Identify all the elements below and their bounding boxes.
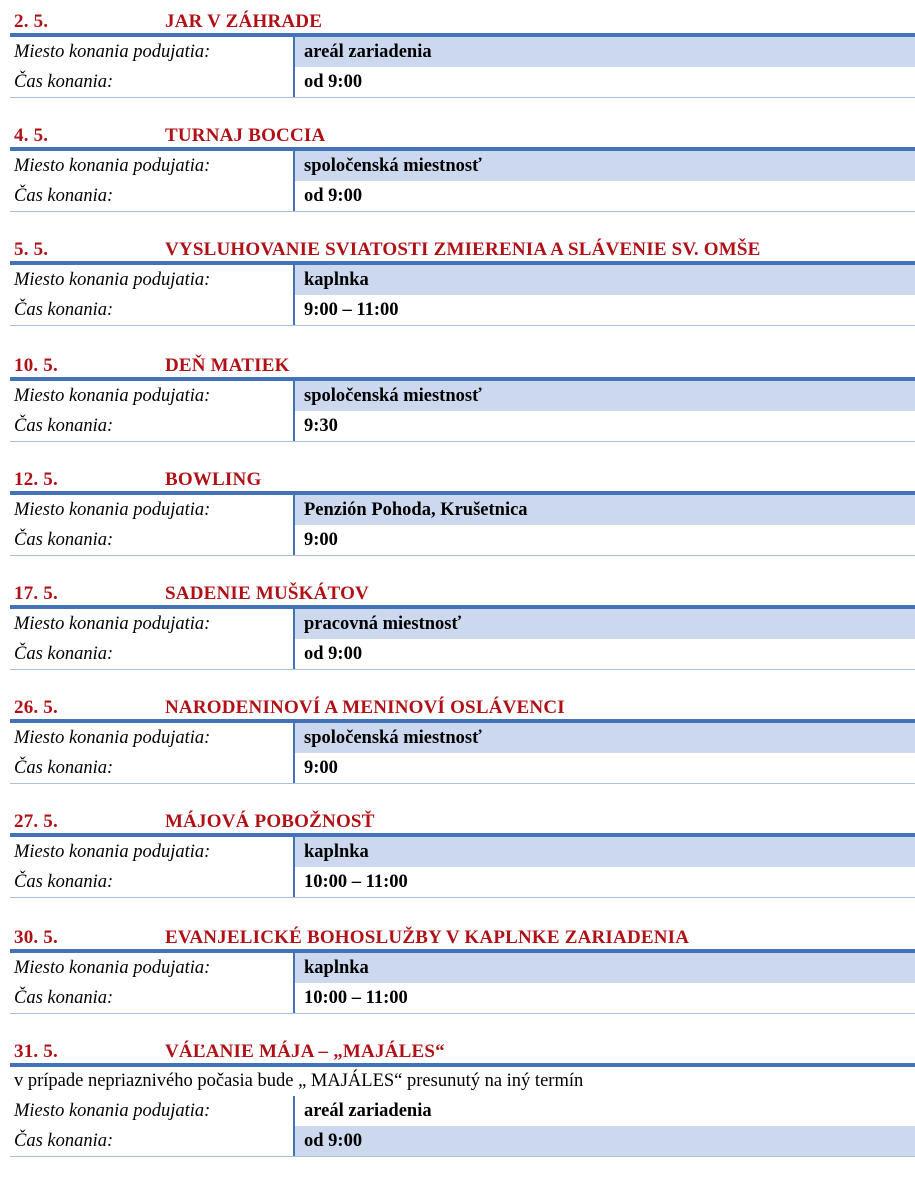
event-date: 30. 5.: [14, 927, 58, 948]
event-time-label: Čas konania:: [10, 67, 293, 97]
block-spacer: [0, 1014, 915, 1030]
event-time-value: od 9:00: [293, 181, 915, 211]
event-detail-table: [10, 33, 915, 98]
event-time-label: Čas konania:: [10, 411, 293, 441]
event-block: [0, 916, 915, 1014]
event-place-value: areál zariadenia: [293, 1096, 915, 1126]
event-time-row: [10, 753, 915, 783]
block-spacer: [0, 212, 915, 228]
block-spacer: [0, 442, 915, 458]
event-place-value: spoločenská miestnosť: [293, 381, 915, 411]
event-note: v prípade nepriaznivého počasia bude „ MAJÁLES“ presunutý na iný termín: [10, 1067, 915, 1096]
event-title: VYSLUHOVANIE SVIATOSTI ZMIERENIA A SLÁVENIE SV. OMŠE: [165, 239, 761, 260]
event-time-row: [10, 983, 915, 1013]
event-block: [0, 0, 915, 98]
event-place-value: areál zariadenia: [293, 37, 915, 67]
event-title: MÁJOVÁ POBOŽNOSŤ: [165, 811, 375, 832]
event-place-value: spoločenská miestnosť: [293, 151, 915, 181]
event-detail-table: [10, 377, 915, 442]
event-time-value: 10:00 – 11:00: [293, 867, 915, 897]
event-date: 12. 5.: [14, 469, 58, 490]
event-time-row: [10, 181, 915, 211]
event-title: TURNAJ BOCCIA: [165, 125, 326, 146]
event-place-row: [10, 265, 915, 295]
event-date: 26. 5.: [14, 697, 58, 718]
event-block: [0, 686, 915, 784]
event-place-row: [10, 723, 915, 753]
event-title: SADENIE MUŠKÁTOV: [165, 583, 369, 604]
event-heading: [0, 1030, 915, 1063]
event-place-value: kaplnka: [293, 953, 915, 983]
event-place-row: [10, 151, 915, 181]
event-detail-table: [10, 147, 915, 212]
event-time-row: [10, 295, 915, 325]
event-title: BOWLING: [165, 469, 262, 490]
event-time-row: [10, 525, 915, 555]
event-place-label: Miesto konania podujatia:: [10, 381, 293, 411]
block-spacer: [0, 98, 915, 114]
event-date: 10. 5.: [14, 355, 58, 376]
event-block: [0, 800, 915, 898]
event-place-value: pracovná miestnosť: [293, 609, 915, 639]
event-time-row: [10, 639, 915, 669]
event-place-label: Miesto konania podujatia:: [10, 837, 293, 867]
event-place-value: kaplnka: [293, 837, 915, 867]
event-place-row: [10, 1096, 915, 1126]
event-date: 17. 5.: [14, 583, 58, 604]
block-spacer: [0, 326, 915, 344]
event-place-row: [10, 495, 915, 525]
event-place-row: [10, 37, 915, 67]
block-spacer: [0, 784, 915, 800]
event-place-value: spoločenská miestnosť: [293, 723, 915, 753]
event-place-row: [10, 953, 915, 983]
event-heading: [0, 800, 915, 833]
block-spacer: [0, 898, 915, 916]
event-heading: [0, 916, 915, 949]
event-place-label: Miesto konania podujatia:: [10, 151, 293, 181]
event-place-label: Miesto konania podujatia:: [10, 1096, 293, 1126]
event-place-label: Miesto konania podujatia:: [10, 37, 293, 67]
event-block: [0, 1030, 915, 1157]
event-heading: [0, 344, 915, 377]
event-date: 4. 5.: [14, 125, 49, 146]
event-block: [0, 572, 915, 670]
event-place-label: Miesto konania podujatia:: [10, 609, 293, 639]
event-time-value: od 9:00: [293, 639, 915, 669]
event-title: EVANJELICKÉ BOHOSLUŽBY V KAPLNKE ZARIADENIA: [165, 927, 690, 948]
block-spacer: [0, 670, 915, 686]
event-detail-table: [10, 719, 915, 784]
event-heading: [0, 228, 915, 261]
event-heading: [0, 458, 915, 491]
event-time-value: od 9:00: [293, 1126, 915, 1156]
event-place-row: [10, 609, 915, 639]
event-detail-table: [10, 491, 915, 556]
event-place-row: [10, 381, 915, 411]
event-date: 27. 5.: [14, 811, 58, 832]
event-place-label: Miesto konania podujatia:: [10, 265, 293, 295]
event-time-value: 9:30: [293, 411, 915, 441]
event-title: JAR V ZÁHRADE: [165, 11, 323, 32]
event-time-value: 9:00 – 11:00: [293, 295, 915, 325]
event-block: [0, 344, 915, 442]
event-detail-table: [10, 949, 915, 1014]
event-title: NARODENINOVÍ A MENINOVÍ OSLÁVENCI: [165, 697, 565, 718]
event-title: DEŇ MATIEK: [165, 355, 290, 376]
event-place-row: [10, 837, 915, 867]
event-time-label: Čas konania:: [10, 295, 293, 325]
event-time-label: Čas konania:: [10, 181, 293, 211]
event-time-row: [10, 67, 915, 97]
event-date: 5. 5.: [14, 239, 49, 260]
event-block: [0, 458, 915, 556]
block-spacer: [0, 556, 915, 572]
event-block: [0, 228, 915, 326]
event-time-value: od 9:00: [293, 67, 915, 97]
event-detail-table: [10, 1063, 915, 1157]
event-date: 2. 5.: [14, 11, 49, 32]
event-heading: [0, 114, 915, 147]
event-heading: [0, 686, 915, 719]
event-time-label: Čas konania:: [10, 867, 293, 897]
event-place-value: Penzión Pohoda, Krušetnica: [293, 495, 915, 525]
event-place-label: Miesto konania podujatia:: [10, 495, 293, 525]
event-time-value: 10:00 – 11:00: [293, 983, 915, 1013]
event-time-label: Čas konania:: [10, 753, 293, 783]
event-detail-table: [10, 605, 915, 670]
event-time-label: Čas konania:: [10, 983, 293, 1013]
event-time-label: Čas konania:: [10, 525, 293, 555]
event-detail-table: [10, 261, 915, 326]
event-time-row: [10, 411, 915, 441]
event-block: [0, 114, 915, 212]
event-time-value: 9:00: [293, 753, 915, 783]
event-time-label: Čas konania:: [10, 639, 293, 669]
event-place-label: Miesto konania podujatia:: [10, 723, 293, 753]
event-detail-table: [10, 833, 915, 898]
event-time-label: Čas konania:: [10, 1126, 293, 1156]
event-place-label: Miesto konania podujatia:: [10, 953, 293, 983]
event-date: 31. 5.: [14, 1041, 58, 1062]
event-place-value: kaplnka: [293, 265, 915, 295]
event-time-row: [10, 1126, 915, 1156]
event-heading: [0, 572, 915, 605]
event-heading: [0, 0, 915, 33]
event-time-value: 9:00: [293, 525, 915, 555]
event-time-row: [10, 867, 915, 897]
event-title: VÁĽANIE MÁJA – „MAJÁLES“: [165, 1041, 445, 1062]
